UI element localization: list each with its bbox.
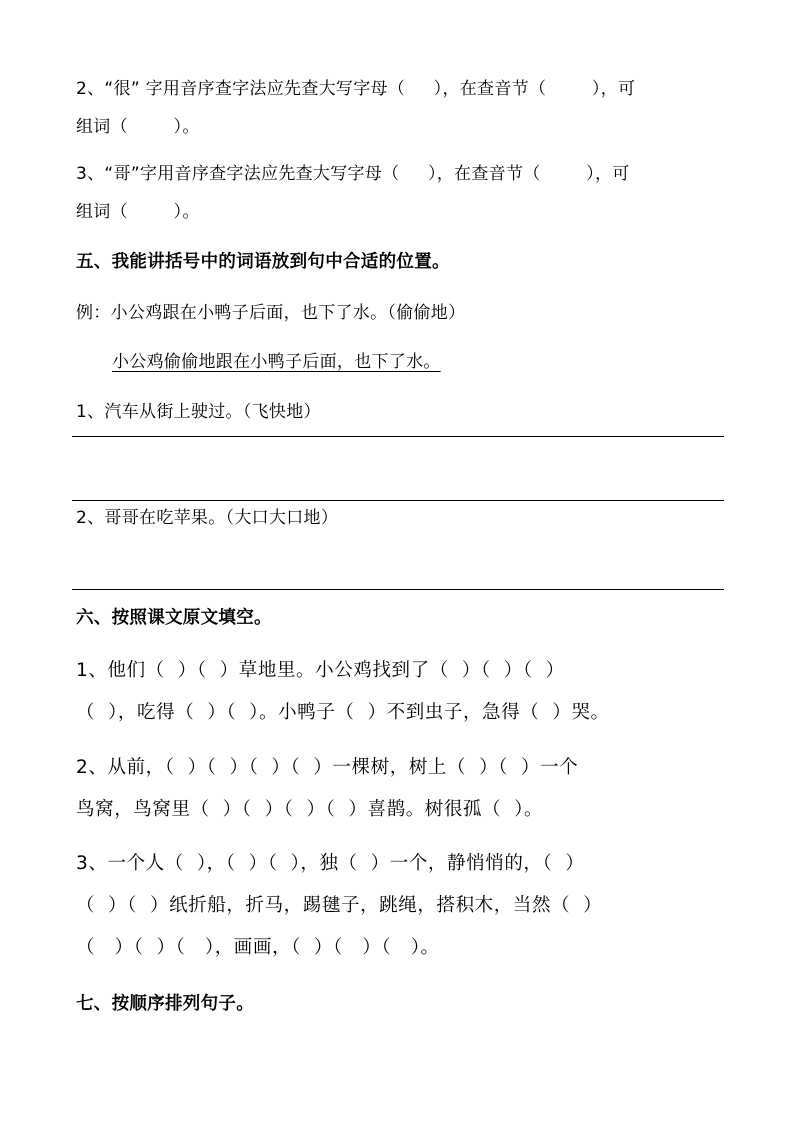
q6-item1-line2: （ ），吃得（ ）（ ）。小鸭子（ ）不到虫子，急得（ ）哭。 xyxy=(76,702,610,723)
q4-item3-line1: 3、“哥”字用音序查字法应先查大写字母（ ），在查音节（ ），可 xyxy=(76,164,630,184)
q5-item1: 1、汽车从街上驶过。（飞快地） xyxy=(76,402,321,422)
section-7-heading: 七、按顺序排列句子。 xyxy=(76,994,254,1014)
section-5-heading: 五、我能讲括号中的词语放到句中合适的位置。 xyxy=(76,252,450,272)
q6-item2-line2: 鸟窝，鸟窝里（ ）（ ）（ ）（ ）喜鹊。树很孤（ ）。 xyxy=(76,799,544,820)
q4-item2-line1: 2、“很” 字用音序查字法应先查大写字母（ ），在查音节（ ），可 xyxy=(76,79,636,99)
q6-item3-line2: （ ）（ ）纸折船，折马，踢毽子，跳绳，搭积木，当然（ ） xyxy=(76,895,603,916)
q5-item2: 2、哥哥在吃苹果。（大口大口地） xyxy=(76,508,339,528)
q5-item2-answer-line xyxy=(72,589,724,590)
section-6-heading: 六、按照课文原文填空。 xyxy=(76,608,272,628)
q6-item3-line1: 3、一个人（ ），（ ）（ ），独（ ）一个，静悄悄的，（ ） xyxy=(76,853,585,874)
q4-item3-line2: 组词（ ）。 xyxy=(76,202,200,222)
q6-item1-line1: 1、他们（ ）（ ）草地里。小公鸡找到了（ ）（ ）（ ） xyxy=(76,660,565,681)
q6-item2-line1: 2、从前，（ ）（ ）（ ）（ ）一棵树，树上（ ）（ ）一个 xyxy=(76,757,579,778)
q5-example: 例：小公鸡跟在小鸭子后面，也下了水。（偷偷地） xyxy=(76,303,466,323)
q6-item3-line3: （ ）（ ）（ ），画画，（ ）（ ）（ ）。 xyxy=(76,937,440,958)
q5-item1-answer-line xyxy=(72,436,724,437)
q5-item1-answer-line-2 xyxy=(72,500,724,501)
q5-example-answer: 小公鸡偷偷地跟在小鸭子后面，也下了水。 xyxy=(112,352,441,372)
q4-item2-line2: 组词（ ）。 xyxy=(76,117,200,137)
